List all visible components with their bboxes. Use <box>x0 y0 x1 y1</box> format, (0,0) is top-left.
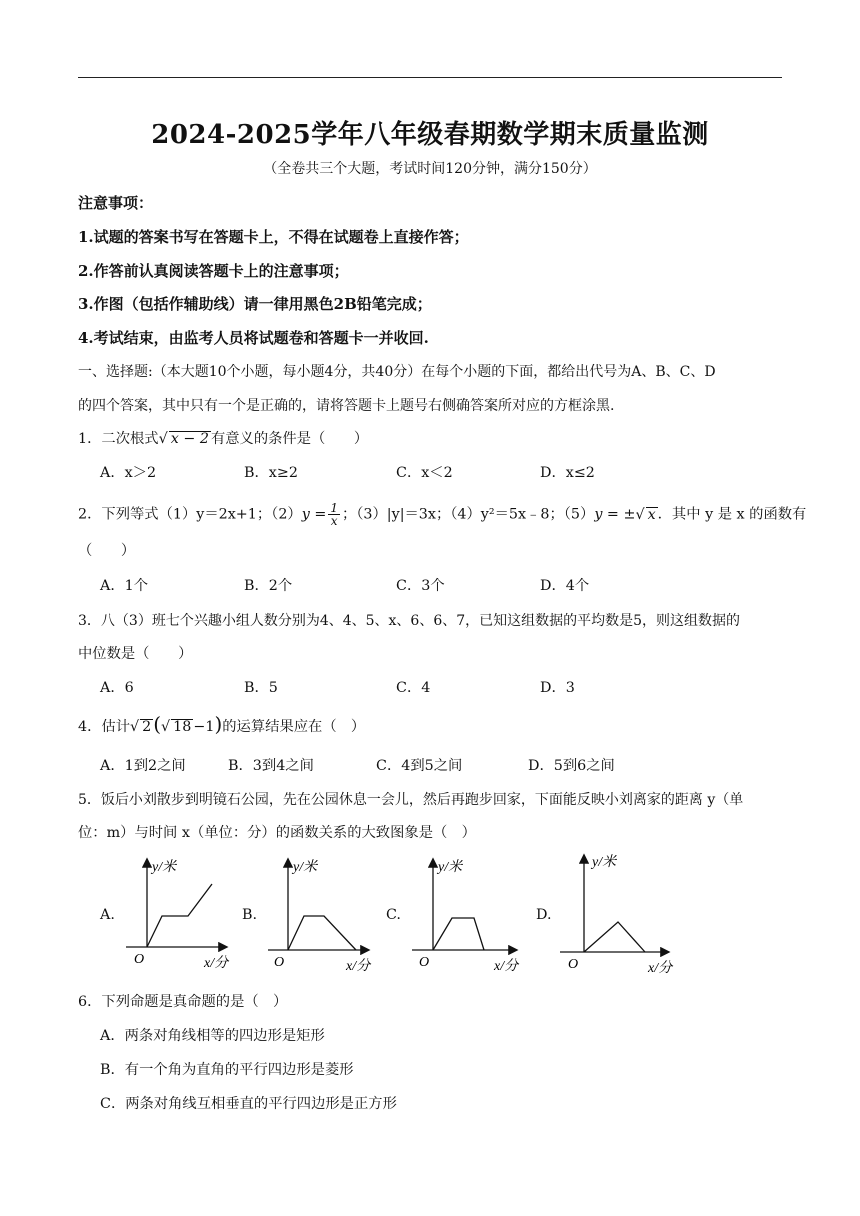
question-2-stem <box>78 502 806 527</box>
q2-option-c: C．3个 <box>396 578 445 594</box>
question-5-line-1: 5．饭后小刘散步到明镜石公园，先在公园休息一会儿，然后再跑步回家，下面能反映小刘离家的距离 y（单 <box>78 792 744 808</box>
q5a-y-label: y/米 <box>152 860 177 875</box>
q4-sqrt-18: √ 18 <box>161 719 192 735</box>
q5b-x-label: x/分 <box>346 959 371 972</box>
question-2-paren: （ ） <box>78 543 136 559</box>
q2-part4: ．其中 y 是 x 的函数有 <box>657 506 807 523</box>
q5-graph-d <box>554 850 686 974</box>
q1-option-d: D．x≤2 <box>540 465 595 481</box>
exam-subtitle: （全卷共三个大题，考试时间120分钟，满分150分） <box>263 161 597 177</box>
q2-frac-num: 1 <box>330 501 338 515</box>
notice-item-3: 3.作图（包括作辅助线）请一律用黑色2B铅笔完成； <box>78 295 432 313</box>
q1-pre: 1．二次根式 <box>78 431 159 447</box>
q5-graph-a <box>118 850 236 972</box>
header-rule <box>78 77 782 78</box>
q2-frac-den: x <box>330 514 338 528</box>
q4-option-b: B．3到4之间 <box>228 758 314 774</box>
q2-part1: 2．下列等式（1）y＝2x+1；（2） <box>78 506 302 523</box>
q5-option-b: B. <box>242 907 258 923</box>
q3-option-a: A．6 <box>100 680 134 696</box>
q4-sqrt-2: √ 2 <box>130 719 152 735</box>
q3-option-d: D．3 <box>540 680 575 696</box>
q2-option-b: B．2个 <box>244 578 293 594</box>
question-1-stem <box>78 428 368 448</box>
question-6-stem: 6．下列命题是真命题的是（ ） <box>78 994 288 1010</box>
q4-option-c: C．4到5之间 <box>376 758 463 774</box>
q2-option-d: D．4个 <box>540 578 590 594</box>
notice-heading: 注意事项： <box>78 194 154 212</box>
q2-part3: y = ± <box>594 506 636 523</box>
q5-option-d: D. <box>536 907 552 923</box>
q5c-origin: O <box>419 955 430 970</box>
q5-graph-c <box>406 850 528 972</box>
q5b-origin: O <box>274 955 285 970</box>
q5-option-a: A. <box>100 907 115 923</box>
q1-radicand: x − 2 <box>170 431 209 447</box>
question-3-line-2: 中位数是（ ） <box>78 646 193 662</box>
q4-minus-one: −1 <box>193 719 215 735</box>
notice-item-1: 1.试题的答案书写在答题卡上，不得在试题卷上直接作答； <box>78 228 469 246</box>
q6-option-a: A．两条对角线相等的四边形是矩形 <box>100 1028 325 1044</box>
q4-paren-open: ( <box>153 712 162 736</box>
q4-post: 的运算结果应在（ ） <box>222 719 366 735</box>
q2-sqrt: √ x <box>635 506 656 523</box>
q1-option-a: A．x＞2 <box>100 465 157 481</box>
q3-option-b: B．5 <box>244 680 278 696</box>
question-4-stem <box>78 712 365 736</box>
section1-instruction-1: 一、选择题:（本大题10个小题，每小题4分，共40分）在每个小题的下面，都给出代号为A、B、C、D <box>78 364 716 380</box>
exam-title: 2024-2025学年八年级春期数学期末质量监测 <box>151 120 709 150</box>
q2-part2: ；（3）|y|＝3x；（4）y²＝5x﹣8；（5） <box>341 506 595 523</box>
q5b-y-label: y/米 <box>293 860 318 875</box>
q5a-x-label: x/分 <box>204 956 229 971</box>
q5c-x-label: x/分 <box>494 959 519 972</box>
q5c-y-label: y/米 <box>438 860 463 875</box>
q2-fraction <box>328 502 340 527</box>
q5d-x-label: x/分 <box>648 961 673 974</box>
q1-post: 有意义的条件是（ ） <box>210 431 369 447</box>
q4-option-a: A．1到2之间 <box>100 758 186 774</box>
q5-option-c: C. <box>386 907 401 923</box>
q1-sqrt: √ x − 2 <box>158 431 209 447</box>
q5d-origin: O <box>568 957 579 972</box>
notice-item-4: 4.考试结束，由监考人员将试题卷和答题卡一并收回. <box>78 329 429 347</box>
q2-radicand: x <box>647 506 656 523</box>
q2-option-a: A．1个 <box>100 578 149 594</box>
notice-item-2: 2.作答前认真阅读答题卡上的注意事项； <box>78 262 349 280</box>
q1-option-b: B．x≥2 <box>244 465 298 481</box>
q5a-origin: O <box>134 952 145 967</box>
section1-instruction-2: 的四个答案，其中只有一个是正确的，请将答题卡上题号右侧确答案所对应的方框涂黑. <box>78 398 615 414</box>
q1-option-c: C．x＜2 <box>396 465 453 481</box>
q4-pre: 4．估计 <box>78 719 130 735</box>
q3-option-c: C．4 <box>396 680 431 696</box>
q2-y-eq: y = <box>301 506 327 523</box>
q6-option-c: C．两条对角线互相垂直的平行四边形是正方形 <box>100 1096 397 1112</box>
q4-option-d: D．5到6之间 <box>528 758 615 774</box>
question-5-line-2: 位：m）与时间 x（单位：分）的函数关系的大致图象是（ ） <box>78 825 476 841</box>
q5-graph-b <box>262 850 380 972</box>
question-3-line-1: 3．八（3）班七个兴趣小组人数分别为4、4、5、x、6、6、7，已知这组数据的平均数是5，则这组数据的 <box>78 613 741 629</box>
q5d-y-label: y/米 <box>592 855 617 870</box>
q4-paren-close: ) <box>214 712 223 736</box>
q6-option-b: B．有一个角为直角的平行四边形是菱形 <box>100 1062 354 1078</box>
